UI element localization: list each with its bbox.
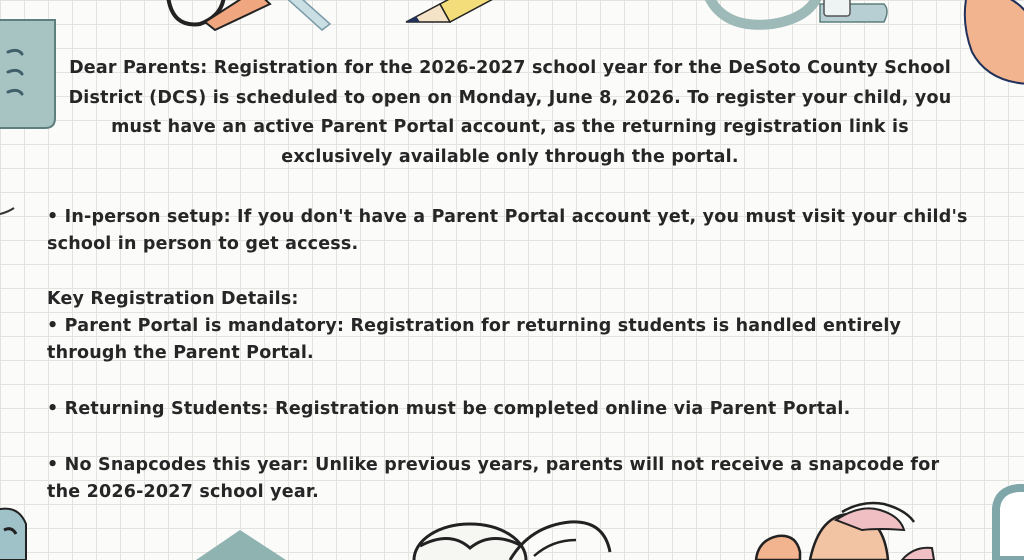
- intro-paragraph: Dear Parents: Registration for the 2026-2027 school year for the DeSoto County School District (DCS) is scheduled to open on Monday, June 8, 2026. To register your child, you must have an active Parent Portal account, as the returning registration link is exclusively available only through the portal.: [68, 58, 952, 167]
- bullet-no-snapcodes: • No Snapcodes this year: Unlike previous years, parents will not receive a snapcode for the 2026-2027 school year.: [47, 455, 940, 502]
- key-details-heading: Key Registration Details:: [47, 289, 299, 309]
- bullet-returning-students: • Returning Students: Registration must be completed online via Parent Portal.: [47, 399, 851, 419]
- bullet-parent-portal-mandatory: • Parent Portal is mandatory: Registration for returning students is handled entirely through the Parent Portal.: [47, 316, 902, 363]
- in-person-setup-item: • In-person setup: If you don't have a Parent Portal account yet, you must visit your child's school in person to get access.: [47, 207, 968, 254]
- key-details-section: [47, 286, 977, 367]
